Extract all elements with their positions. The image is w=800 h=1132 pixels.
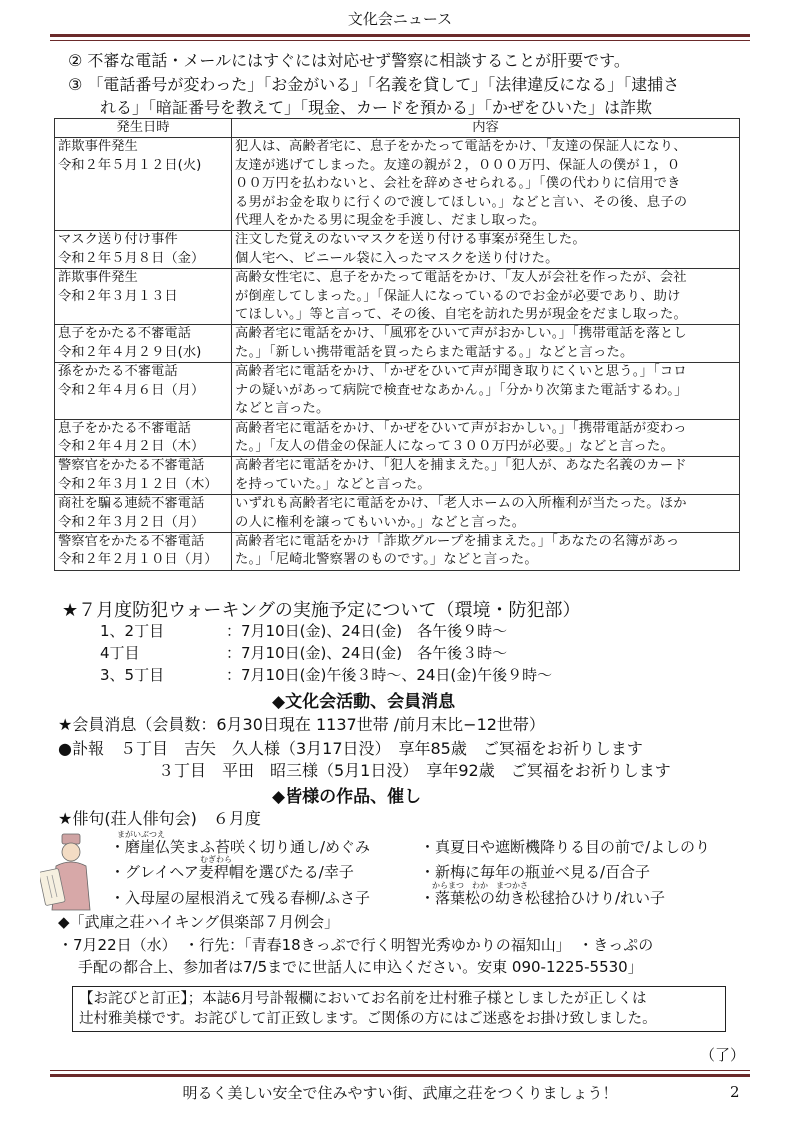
case-content-line: た。」「新しい携帯電話を買ったらまた電話する。」などと言った。 xyxy=(235,344,634,360)
case-content-line: いずれも高齢者宅に電話をかけ、「老人ホームの入所権利が当たった。ほか xyxy=(235,496,687,512)
case-content-line: た。」「友人の借金の保証人になって３００万円が必要。」などと言った。 xyxy=(235,438,674,454)
case-date-line: 詐欺事件発生 xyxy=(58,139,138,155)
footer-rule-thin xyxy=(50,1070,750,1071)
case-date-line: 令和２年３月２日（月） xyxy=(58,514,205,530)
case-content-line: ００万円を払わないと、会社を辞めさせられる。」「僕の代わりに信用でき xyxy=(235,176,681,192)
case-content-line: が倒産してしまった。」「保証人になっているのでお金が必要であり、助け xyxy=(235,288,681,304)
case-content-line: を持っていた。」などと言った。 xyxy=(235,476,431,492)
case-date-line: 令和２年４月６日（月） xyxy=(58,382,205,398)
case-date-line: マスク送り付け事件 xyxy=(58,232,178,248)
case-content-cell xyxy=(232,325,740,363)
case-date-line: 令和２年２月１０日（月） xyxy=(58,552,218,568)
case-content-line: 高齢者宅に電話をかけ、「かぜをひいて声がおかしい。」「携帯電話が変わっ xyxy=(235,420,687,436)
table-row xyxy=(55,231,740,269)
haiku-3: ・グレイヘア麦稈帽を選びたる/幸子 xyxy=(110,863,354,881)
table-row xyxy=(55,532,740,570)
case-date-line: 警察官をかたる不審電話 xyxy=(58,533,205,549)
correction-notice-line-2: 辻村雅美様です。お詫びして訂正致します。ご関係の方にはご迷惑をお掛け致しました。 xyxy=(79,1011,657,1027)
case-date-line: 令和２年４月２日（木） xyxy=(58,438,205,454)
case-content-line: た。」「尼崎北警察署のものです。」などと言った。 xyxy=(235,552,538,568)
case-date-cell xyxy=(55,532,232,570)
case-date-line: 孫をかたる不審電話 xyxy=(58,364,178,380)
date-column-header: 発生日時 xyxy=(55,119,232,138)
case-content-line: 個人宅へ、ビニール袋に入ったマスクを送り付けた。 xyxy=(235,250,559,266)
haiku-1: ・磨崖仏笑まふ苔咲く切り通し/めぐみ xyxy=(110,838,371,856)
hiking-line-1: ・7月22日（水） ・行先：「青春18きっぷで行く明智光秀ゆかりの福知山」 ・きっぷの xyxy=(58,936,654,954)
table-row xyxy=(55,269,740,325)
case-date-line: 令和２年３月１２日（木） xyxy=(58,476,218,492)
case-content-line: 高齢者宅に電話をかけ、「風邪をひいて声がおかしい。」「携帯電話を落とし xyxy=(235,326,687,342)
content-column-header: 内容 xyxy=(232,119,740,138)
table-row xyxy=(55,363,740,419)
walking-area-1: 1、2丁目 xyxy=(100,622,165,640)
advice-line-3: ③ 「電話番号が変わった」「お金がいる」「名義を貸して」「法律違反になる」「逮捕さ xyxy=(68,75,680,94)
case-content-line: ナの疑いがあって病院で検査せなあかん。」「分かり次第また電話するわ。」 xyxy=(235,382,688,398)
case-date-line: 令和２年５月１２日(火) xyxy=(58,157,202,173)
haiku-1-ruby: まがいぶつえ xyxy=(117,830,165,839)
case-content-line: などと言った。 xyxy=(235,401,330,417)
case-content-line: 高齢女性宅に、息子をかたって電話をかけ、「友人が会社を作ったが、会社 xyxy=(235,270,687,286)
case-content-line: 高齢者宅に電話をかけ、「かぜをひいて声が聞き取りにくいと思う。」「コロ xyxy=(235,364,687,380)
case-content-line: 高齢者宅に電話をかけ、「犯人を捕まえた。」「犯人が、あなた名義のカード xyxy=(235,458,687,474)
header-rule-thin xyxy=(50,40,750,41)
case-content-cell xyxy=(232,231,740,269)
works-heading: ◆皆様の作品、催し xyxy=(272,787,422,807)
correction-notice xyxy=(72,986,726,1032)
haiku-title: ★俳句(荘人俳句会) ６月度 xyxy=(58,809,261,828)
case-content-line: 代理人をかたる男に現金を手渡し、だまし取った。 xyxy=(235,213,546,229)
case-date-line: 警察官をかたる不審電話 xyxy=(58,458,205,474)
table-row xyxy=(55,419,740,457)
case-date-line: 令和２年３月１３日 xyxy=(58,288,178,304)
case-content-line: 注文した覚えのないマスクを送り付ける事案が発生した。 xyxy=(235,232,586,248)
case-date-cell xyxy=(55,325,232,363)
end-mark: （了） xyxy=(700,1046,746,1064)
correction-notice-line-1: 【お詫びと訂正】；本誌6月号訃報欄においてお名前を辻村雅子様としましたが正しくは xyxy=(79,991,647,1007)
haiku-6-ruby: からまつ わか まつかさ xyxy=(432,881,528,890)
case-date-line: 息子をかたる不審電話 xyxy=(58,326,191,342)
footer-rule xyxy=(50,1074,750,1077)
footer-slogan: 明るく美しい安全で住みやすい街、武庫之荘をつくりましょう！ xyxy=(182,1084,618,1102)
case-content-line: 友達が逃げてしまった。友達の親が２，０００万円、保証人の僕が１，０ xyxy=(235,157,681,173)
obituary-line-1: ●訃報 ５丁目 吉矢 久人様（3月17日没） 享年85歳 ご冥福をお祈りします xyxy=(58,739,643,758)
case-date-line: 令和２年４月２９日(水) xyxy=(58,344,202,360)
walking-area-3: 3、5丁目 xyxy=(100,666,165,684)
walking-area-2: 4丁目 xyxy=(100,644,140,662)
advice-line-2: ② 不審な電話・メールにはすぐには対応せず警察に相談することが肝要です。 xyxy=(68,51,630,70)
case-content-cell xyxy=(232,457,740,495)
case-content-cell xyxy=(232,532,740,570)
haiku-4: ・新梅に毎年の瓶並べ見る/百合子 xyxy=(420,863,651,881)
table-row xyxy=(55,325,740,363)
hiking-line-2: 手配の都合上、参加者は7/5までに世話人に申込ください。安東 090-1225-5530」 xyxy=(78,958,643,976)
case-date-cell xyxy=(55,138,232,231)
header-rule xyxy=(50,34,750,37)
obituary-line-2: ３丁目 平田 昭三様（5月1日没） 享年92歳 ご冥福をお祈りします xyxy=(158,761,671,780)
case-content-cell xyxy=(232,495,740,533)
table-row xyxy=(55,457,740,495)
case-date-line: 息子をかたる不審電話 xyxy=(58,420,191,436)
case-date-cell xyxy=(55,231,232,269)
case-content-line: の人に権利を譲ってもいいか。」などと言った。 xyxy=(235,514,526,530)
page-number: 2 xyxy=(730,1083,740,1101)
case-date-cell xyxy=(55,363,232,419)
case-date-cell xyxy=(55,269,232,325)
case-content-cell xyxy=(232,419,740,457)
advice-line-3-cont: れる」「暗証番号を教えて」「現金、カードを預かる」「かぜをひいた」は詐欺 xyxy=(100,98,653,117)
haiku-3-ruby: むぎわら xyxy=(200,855,232,864)
haiku-6: ・落葉松の幼き松毬拾ひけり/れい子 xyxy=(420,889,666,907)
walking-schedule-1: ：7月10日(金)、24日(金) 各午後９時～ xyxy=(226,622,508,640)
case-date-line: 商社を騙る連続不審電話 xyxy=(58,496,205,512)
fraud-cases-table xyxy=(54,118,740,571)
case-date-cell xyxy=(55,495,232,533)
haiku-2: ・真夏日や遮断機降りる目の前で/よしのり xyxy=(420,838,711,856)
walking-title: ★７月度防犯ウォーキングの実施予定について（環境・防犯部） xyxy=(62,600,581,621)
case-date-line: 令和２年５月８日（金） xyxy=(58,250,205,266)
case-date-line: 詐欺事件発生 xyxy=(58,270,138,286)
case-content-cell xyxy=(232,363,740,419)
case-content-line: 犯人は、高齢者宅に、息子をかたって電話をかけ、「友達の保証人になり、 xyxy=(235,139,687,155)
walking-schedule-2: ：7月10日(金)、24日(金) 各午後３時～ xyxy=(226,644,508,662)
case-date-cell xyxy=(55,419,232,457)
case-content-line: てほしい。」等と言って、その後、自宅を訪れた男が現金をだまし取った。 xyxy=(235,307,687,323)
members-heading: ◆文化会活動、会員消息 xyxy=(272,692,456,712)
haiku-poet-illustration-icon xyxy=(40,830,100,914)
table-row xyxy=(55,138,740,231)
haiku-5: ・入母屋の屋根消えて残る春柳/ふさ子 xyxy=(110,889,371,907)
case-date-cell xyxy=(55,457,232,495)
table-row xyxy=(55,495,740,533)
member-count-line: ★会員消息（会員数：6月30日現在 1137世帯 /前月末比−12世帯） xyxy=(58,715,545,734)
case-content-cell xyxy=(232,138,740,231)
newsletter-title: 文化会ニュース xyxy=(347,10,453,28)
case-content-line: 高齢者宅に電話をかけ「詐欺グループを捕まえた。」「あなたの名簿があっ xyxy=(235,533,680,549)
hiking-title: ◆「武庫之荘ハイキング倶楽部７月例会」 xyxy=(58,913,340,931)
case-content-line: る男がお金を取りに行くので渡してほしい。」などと言い、その後、息子の xyxy=(235,194,688,210)
walking-schedule-3: ：7月10日(金)午後３時～、24日(金)午後９時～ xyxy=(226,666,553,684)
case-content-cell xyxy=(232,269,740,325)
